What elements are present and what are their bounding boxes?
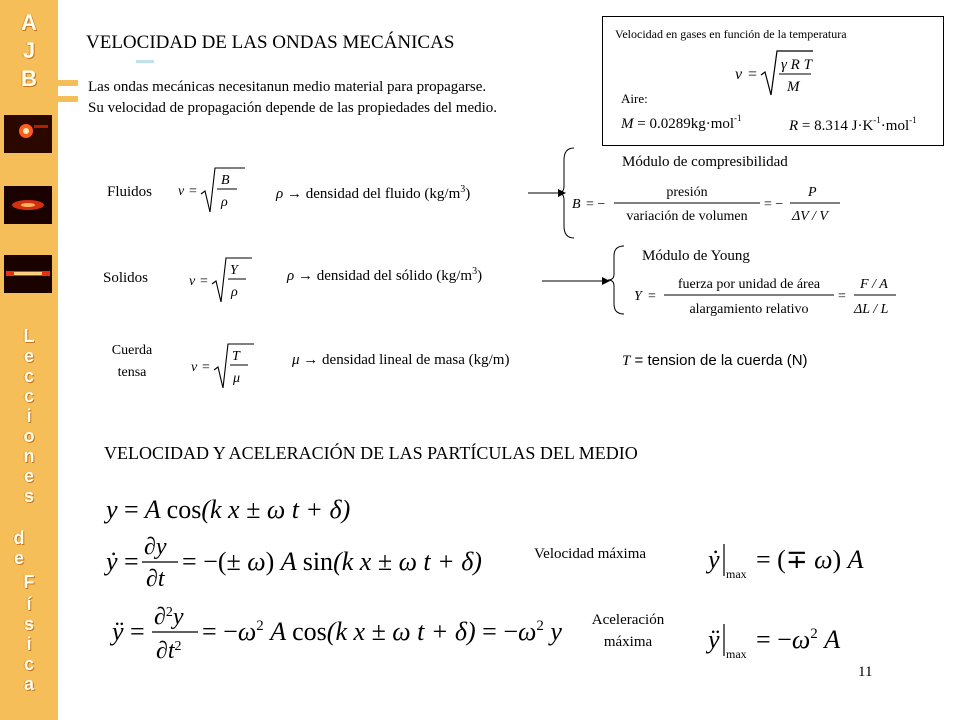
svg-text:= (∓ ω) A: = (∓ ω) A [756, 545, 864, 574]
sidebar-letter: n [23, 446, 35, 466]
string-density-text: μ → densidad lineal de masa (kg/m) [292, 352, 510, 368]
decor-bar [58, 96, 78, 102]
solids-label: Solidos [103, 270, 149, 286]
svg-text:=: = [648, 289, 656, 304]
section2-title: VELOCIDAD Y ACELERACIÓN DE LAS PARTÍCULAS DEL MEDIO [104, 443, 638, 463]
svg-text:B: B [221, 173, 230, 188]
svg-text:y = A cos(k x ± ω t + δ): y = A cos(k x ± ω t + δ) [106, 495, 351, 524]
sidebar-letter: í [26, 594, 32, 614]
sidebar-letter: c [23, 386, 34, 406]
left-brace-icon [606, 244, 626, 316]
svg-text:= −ω2 A: = $-\omega^2$ A [756, 625, 841, 654]
gas-formulas [603, 17, 943, 145]
max-accel-label-1: Aceleración [591, 612, 665, 628]
page-number: 11 [858, 664, 873, 680]
fluids-density-text: ρ → densidad del fluido $(kg/m^3)$ [276, 184, 471, 202]
solids-module-title: Módulo de Young [642, 248, 750, 264]
max-subscript: max [726, 647, 747, 661]
young-numerator: fuerza por unidad de área [677, 277, 821, 292]
svg-text:=: = [202, 360, 210, 375]
svg-text:M: M [787, 79, 800, 95]
sidebar-letter: e [13, 548, 24, 568]
young-modulus-formula [632, 270, 900, 320]
solids-density-label: densidad del sólido (kg/m [316, 268, 473, 284]
max-velocity-label: Velocidad máxima [534, 546, 647, 562]
sidebar-letter: o [23, 426, 35, 446]
svg-text:=: = [838, 289, 846, 304]
svg-text:∂y: ∂y [144, 534, 167, 560]
air-label: Aire: [621, 91, 648, 106]
svg-text:F / A: F / A [860, 277, 888, 292]
page-title: VELOCIDAD DE LAS ONDAS MECÁNICAS [86, 32, 455, 53]
max-equations [700, 536, 880, 670]
string-label-2: tensa [117, 365, 147, 380]
svg-text:ÿ: ÿ [708, 625, 720, 654]
svg-text:ΔL / L: ΔL / L [854, 302, 889, 317]
fluids-velocity-formula [175, 164, 245, 216]
svg-text:= −: = − [764, 197, 784, 212]
sidebar-letter: d [13, 528, 25, 548]
string-label-1: Cuerda [111, 343, 153, 358]
svg-text:=: = [748, 66, 758, 83]
sidebar-letter: e [23, 346, 34, 366]
svg-text:Y: Y [634, 289, 642, 304]
svg-text:∂2y: ∂$^2$y [154, 604, 184, 630]
svg-text:ẏ =: ẏ = [106, 547, 139, 576]
svg-text:ÿ =: ÿ = [112, 617, 145, 646]
sidebar-letter: B [21, 66, 37, 91]
svg-text:=: = [200, 274, 208, 289]
sidebar-letter: c [23, 654, 34, 674]
sidebar-letter: A [21, 10, 37, 35]
arrow-icon [540, 272, 612, 288]
svg-text:P: P [808, 185, 817, 200]
string-density-label: densidad lineal de masa (kg/m) [322, 352, 510, 368]
sidebar-letter: L [23, 326, 35, 346]
sidebar-letter: F [23, 572, 35, 592]
gas-box-title: Velocidad en gases en función de la temperatura [615, 27, 847, 41]
intro-line-2: Su velocidad de propagación depende de las propiedades del medio. [88, 100, 498, 116]
sidebar-letter: i [26, 406, 32, 426]
fluids-density-label: densidad del fluido (kg/m [305, 186, 461, 202]
decor-bar [136, 60, 154, 63]
svg-text:γ R T: γ R T [781, 57, 812, 73]
svg-text:∂t2: $\partial t^2$ [156, 638, 182, 664]
intro-line-1: Las ondas mecánicas necesitanun medio material para propagarse. [88, 79, 487, 95]
sidebar-letter: s [23, 614, 34, 634]
svg-text:v: v [191, 360, 198, 375]
svg-text:ẏ: ẏ [708, 545, 720, 574]
string-tension-text: T = tension de la cuerda (N) [622, 352, 808, 369]
sidebar-thumbnail-2 [4, 186, 52, 224]
svg-text:M = 0.0289kg·mol-1: M = 0.0289kg·mol$^{-1}$ [621, 113, 742, 132]
fluids-label: Fluidos [107, 184, 153, 200]
svg-text:ρ: ρ [221, 195, 228, 210]
svg-text:B: B [572, 197, 581, 212]
gas-velocity-box [602, 16, 944, 146]
svg-text:T: T [232, 349, 240, 364]
svg-text:= −: = − [586, 197, 606, 212]
svg-text:= −(± ω) A sin(k x ± ω t + δ): = −(± ω) A sin(k x ± ω t + δ) [182, 547, 482, 576]
svg-text:= −ω2 A cos(k x ± ω t + δ) = −: = $-\omega^2$ A cos(k x ± ω $t + \delta) = -\omega^2$ y [202, 617, 562, 646]
svg-text:Y: Y [230, 263, 238, 278]
young-denominator: alargamiento relativo [689, 302, 809, 317]
svg-text:v: v [178, 184, 185, 199]
sidebar-letter: s [23, 486, 34, 506]
svg-text:v: v [189, 274, 196, 289]
sidebar-letter: e [23, 466, 34, 486]
svg-text:R = 8.314 J·K-1·mol-1: R = 8.314 $J\cdot K^{-1}\cdot mol^{-1}$ [789, 115, 917, 134]
string-velocity-formula [188, 340, 254, 392]
svg-text:ΔV / V: ΔV / V [792, 209, 828, 224]
sidebar-letter: a [23, 674, 34, 694]
sidebar-letter: i [26, 634, 32, 654]
sidebar-letter: c [23, 366, 34, 386]
fluids-module-title: Módulo de compresibilidad [622, 154, 788, 170]
decor-bar [58, 80, 78, 86]
bulk-denominator: variación de volumen [626, 209, 748, 224]
sidebar [0, 0, 58, 720]
sidebar-thumbnail-1 [4, 115, 52, 153]
svg-text:ρ: ρ [231, 285, 238, 300]
svg-text:v: v [735, 66, 743, 83]
max-accel-label-2: máxima [603, 634, 653, 650]
max-subscript: max [726, 567, 747, 581]
svg-text:=: = [189, 184, 197, 199]
sidebar-thumbnail-3 [4, 255, 52, 293]
svg-text:μ: μ [233, 371, 241, 386]
bulk-modulus-formula [570, 178, 846, 226]
sidebar-letter: J [22, 38, 36, 63]
solids-velocity-formula [186, 254, 252, 306]
bulk-numerator: presión [666, 185, 708, 200]
solids-density-text: ρ → densidad del sólido $(kg/m^3)$ [287, 266, 483, 284]
svg-text:∂t: ∂t [146, 566, 165, 592]
tension-label: tension de la cuerda (N) [647, 352, 808, 369]
